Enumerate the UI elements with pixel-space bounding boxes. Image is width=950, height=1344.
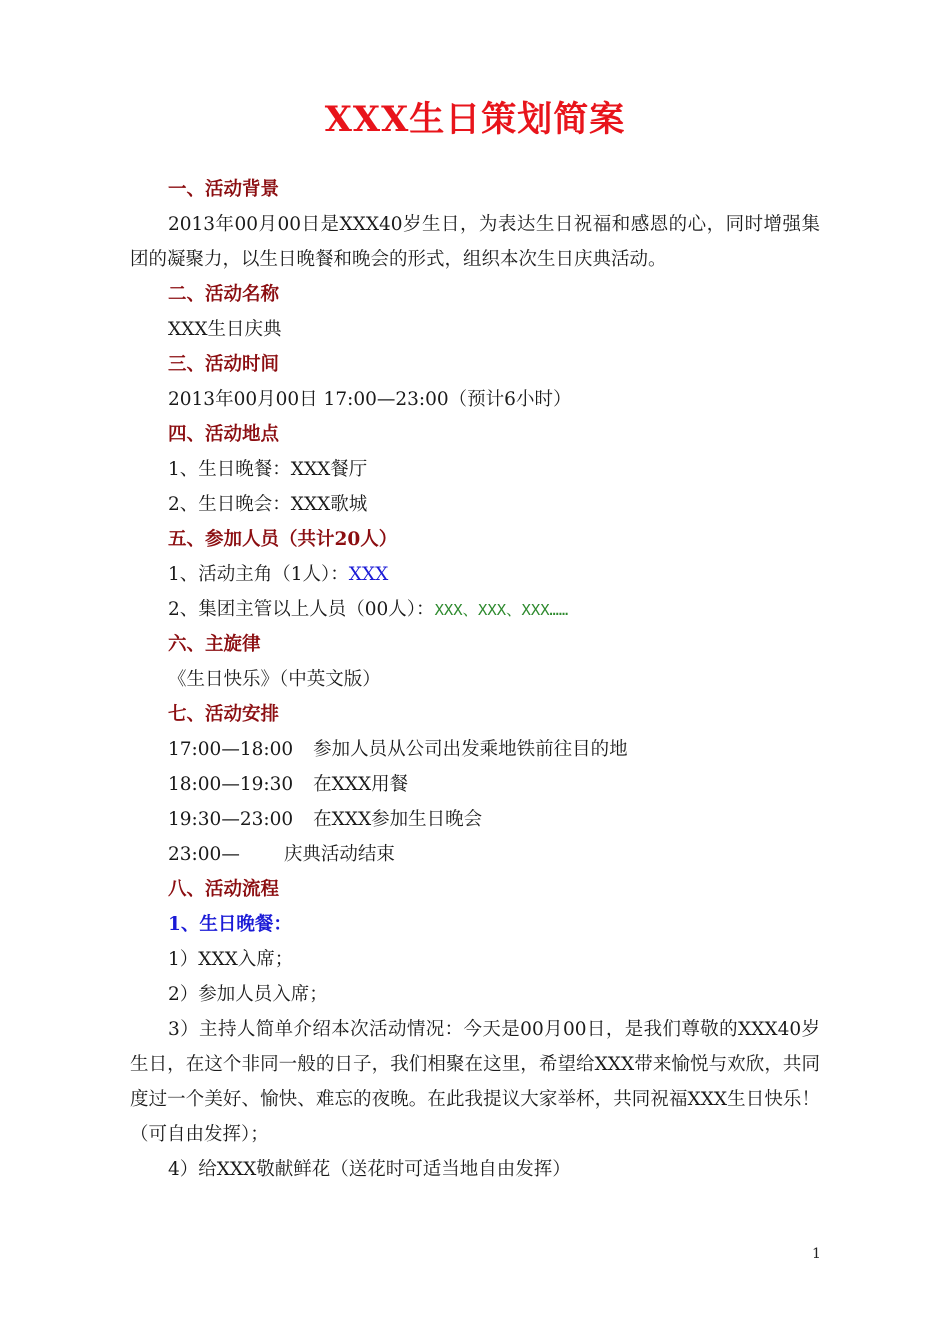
- theme-song: 《生日快乐》（中英文版）: [168, 669, 381, 690]
- participant-label: 1、活动主角（1人）：: [168, 564, 349, 585]
- schedule-event: 庆典活动结束: [283, 844, 395, 865]
- schedule-time: 18:00—19:30: [168, 774, 294, 795]
- sub-heading-dinner: 1、生日晚餐：: [168, 914, 292, 935]
- section-heading-participants: 五、参加人员（共计20人）: [168, 529, 398, 550]
- section-heading-time: 三、活动时间: [168, 354, 280, 375]
- section-heading-theme-song: 六、主旋律: [168, 634, 261, 655]
- schedule-event: 在XXX参加生日晚会: [313, 809, 483, 830]
- background-paragraph: 2013年00月00日是XXX40岁生日，为表达生日祝福和感恩的心，同时增强集团的凝聚力，以生日晚餐和晚会的形式，组织本次生日庆典活动。: [130, 214, 820, 270]
- schedule-event: 参加人员从公司出发乘地铁前往目的地: [313, 739, 628, 760]
- document-body: [130, 172, 820, 1187]
- flow-step: 4）给XXX敬献鲜花（送花时可适当地自由发挥）: [168, 1159, 571, 1180]
- schedule-row: [130, 732, 820, 767]
- schedule-time: 23:00—: [168, 844, 240, 865]
- flow-step: 2）参加人员入席；: [168, 984, 328, 1005]
- schedule-row: [130, 837, 820, 872]
- schedule-time: 17:00—18:00: [168, 739, 294, 760]
- participant-item: [130, 557, 820, 592]
- schedule-time: 19:30—23:00: [168, 809, 294, 830]
- location-item: 1、生日晚餐：XXX餐厅: [168, 459, 368, 480]
- participant-item: [130, 592, 820, 627]
- participant-value: XXX、XXX、XXX……: [434, 601, 569, 619]
- flow-step: 1）XXX入席；: [168, 949, 294, 970]
- activity-time: 2013年00月00日 17:00—23:00（预计6小时）: [168, 389, 572, 410]
- section-heading-flow: 八、活动流程: [168, 879, 280, 900]
- activity-name: XXX生日庆典: [168, 319, 282, 340]
- location-item: 2、生日晚会：XXX歌城: [168, 494, 368, 515]
- participant-value: XXX: [348, 564, 389, 585]
- schedule-event: 在XXX用餐: [313, 774, 409, 795]
- section-heading-location: 四、活动地点: [168, 424, 280, 445]
- schedule-row: [130, 767, 820, 802]
- section-heading-schedule: 七、活动安排: [168, 704, 280, 725]
- flow-step: 3）主持人简单介绍本次活动情况：今天是00月00日，是我们尊敬的XXX40岁生日，在这个非同一般的日子，我们相聚在这里，希望给XXX带来愉悦与欢欣，共同度过一个美好、愉快、难忘的夜晚。在此我提议大家举杯，共同祝福XXX生日快乐！（可自由发挥）；: [130, 1019, 820, 1145]
- schedule-row: [130, 802, 820, 837]
- page-number: 1: [812, 1246, 821, 1262]
- section-heading-name: 二、活动名称: [168, 284, 280, 305]
- section-heading-background: 一、活动背景: [168, 179, 280, 200]
- participant-label: 2、集团主管以上人员（00人）：: [168, 599, 435, 620]
- document-title: XXX生日策划简案: [324, 99, 626, 140]
